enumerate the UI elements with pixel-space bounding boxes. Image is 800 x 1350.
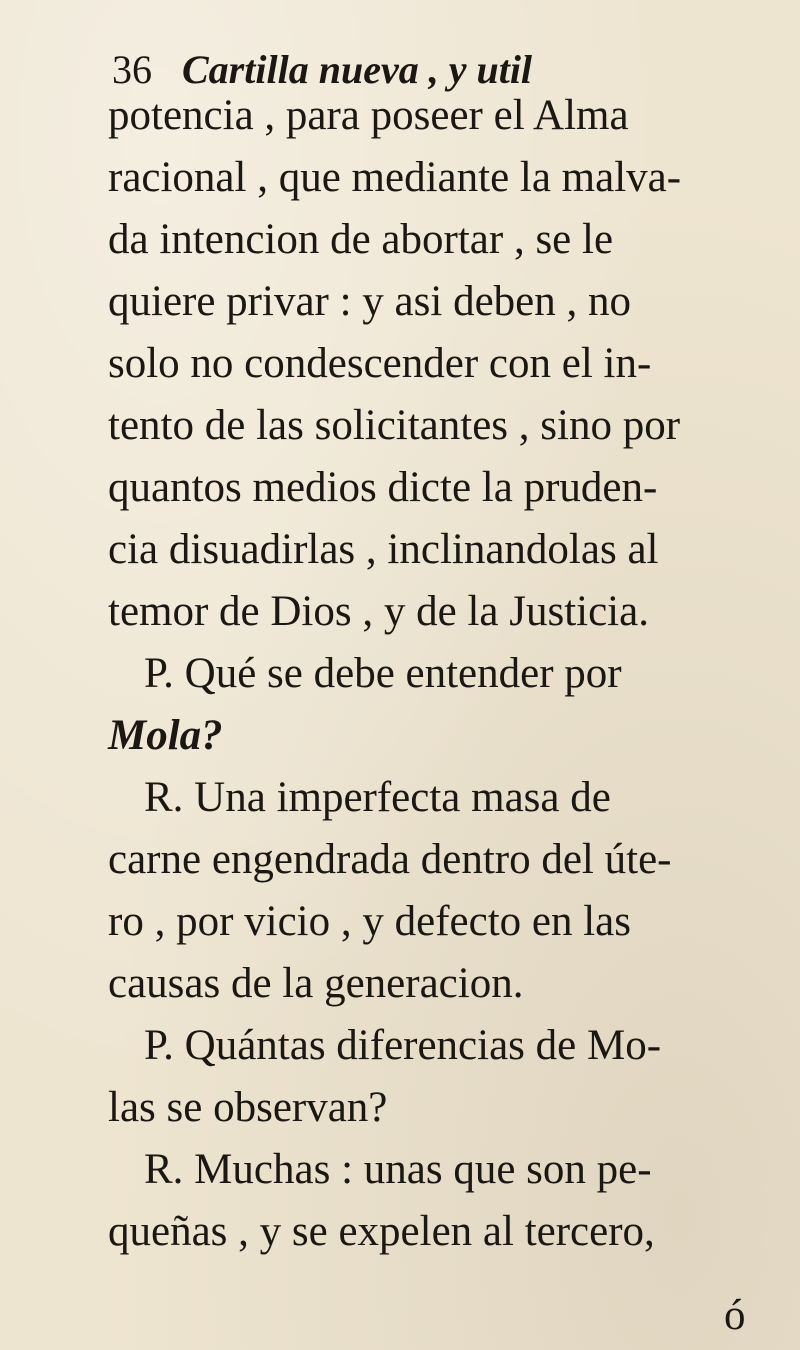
question-line: P. Qué se debe entender por [144, 650, 622, 697]
text-line: causas de la generacion. [108, 960, 524, 1007]
text-line: tento de las solicitantes , sino por [108, 402, 681, 449]
text-line: las se observan? [108, 1084, 388, 1131]
term-mola: Mola? [108, 712, 223, 759]
text-line: da intencion de abortar , se le [108, 216, 614, 263]
text-line: quiere privar : y asi deben , no [108, 278, 631, 325]
text-line: quantos medios dicte la pruden- [108, 464, 658, 511]
text-line: queñas , y se expelen al tercero, [108, 1208, 655, 1255]
answer-line: R. Muchas : unas que son pe- [144, 1146, 652, 1193]
answer-line: R. Una imperfecta masa de [144, 774, 611, 821]
text-line: solo no condescender con el in- [108, 340, 652, 387]
text-line: cia disuadirlas , inclinandolas al [108, 526, 659, 573]
running-head: Cartilla nueva , y util [182, 47, 533, 92]
text-line: ro , por vicio , y defecto en las [108, 898, 631, 945]
page-number: 36 [112, 47, 152, 92]
text-line: racional , que mediante la malva- [108, 154, 682, 201]
question-line: P. Quántas diferencias de Mo- [144, 1022, 662, 1069]
catchword: ó [724, 1292, 746, 1339]
text-line: potencia , para poseer el Alma [108, 92, 629, 139]
text-line: carne engendrada dentro del úte- [108, 836, 672, 883]
text-line: temor de Dios , y de la Justicia. [108, 588, 649, 635]
